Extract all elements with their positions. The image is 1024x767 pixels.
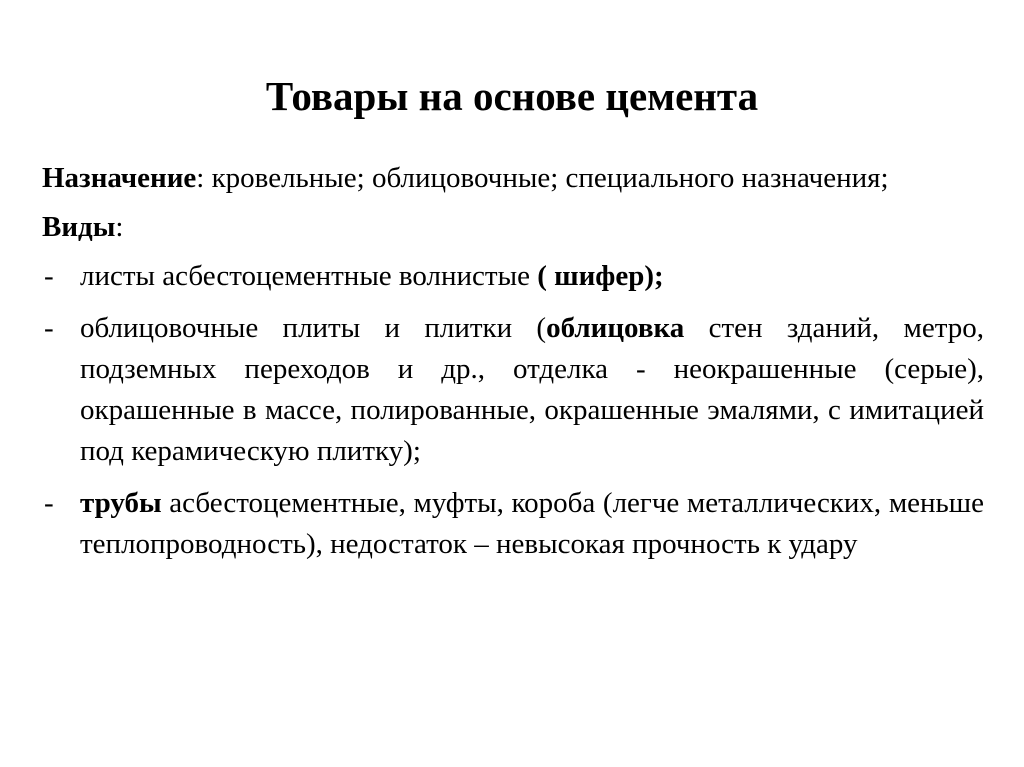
types-heading — [42, 207, 984, 248]
list-item-text-after: стен зданий, метро, подземных переходов и др., отделка - неокрашенные (серые), окрашенные в массе, полированные, окрашенные эмалями, с имитацией под керамическую плитку); — [80, 312, 984, 467]
purpose-text: : кровельные; облицовочные; специального назначения; — [196, 162, 889, 194]
purpose-label: Назначение — [42, 162, 197, 194]
types-label: Виды — [42, 211, 116, 243]
list-item-dash: - — [44, 260, 54, 292]
list-item-bold: ( шифер); — [537, 260, 664, 292]
list-item-facing-tiles — [42, 308, 984, 472]
list-item-pipes — [42, 483, 984, 565]
slide-body — [42, 158, 984, 565]
list-item-slate — [42, 256, 984, 297]
list-item-dash: - — [44, 487, 54, 519]
slide-title: Товары на основе цемента — [265, 73, 759, 119]
list-item-text: листы асбестоцементные волнистые — [80, 260, 538, 292]
list-item-text: облицовочные плиты и плитки ( — [80, 312, 547, 344]
list-item-bold: трубы — [80, 487, 162, 519]
list-item-bold: облицовка — [546, 312, 685, 344]
list-item-dash: - — [44, 312, 54, 344]
list-item-text-after: асбестоцементные, муфты, короба (легче металлических, меньше теплопроводность), недостаток – невысокая прочность к удару — [80, 487, 984, 560]
types-suffix: : — [115, 211, 124, 243]
purpose-paragraph — [42, 158, 984, 199]
